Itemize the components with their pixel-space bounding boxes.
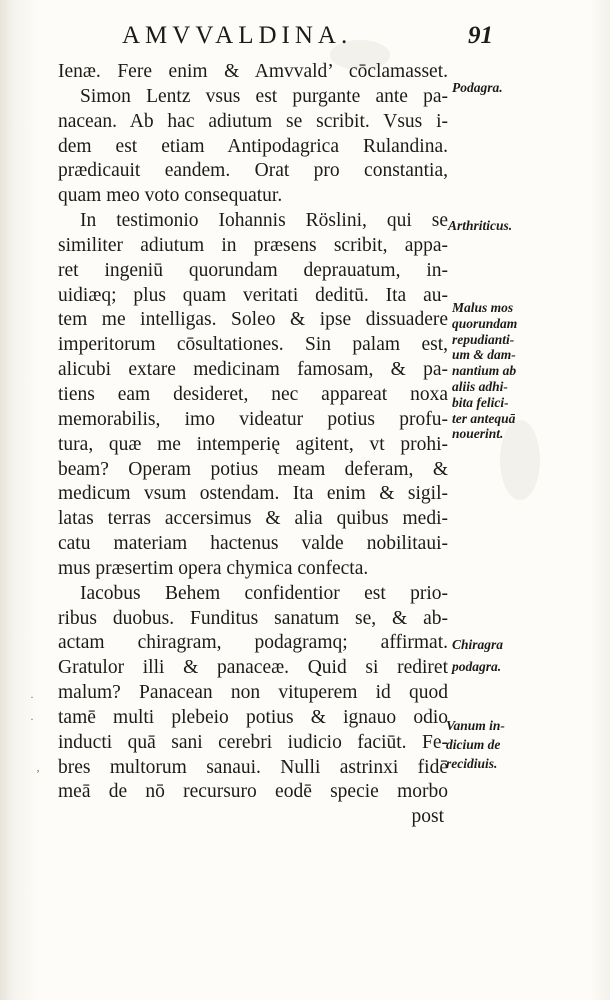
margin-note-malus-mos: [452, 300, 610, 442]
text-line: ribus duobus. Funditus sanatum se, & ab-: [58, 607, 448, 629]
margin-note-line: recidiuis.: [446, 756, 498, 771]
text-line: Gratulor illi & panaceæ. Quid si rediret: [58, 657, 448, 679]
text-line: tiens eam desideret, nec appareat noxa: [58, 383, 448, 405]
catchword: post: [411, 806, 444, 828]
text-line: prædicauit eandem. Orat pro constantia,: [58, 160, 448, 182]
text-line: memorabilis, imo videatur potius profu-: [58, 408, 448, 430]
margin-note-line: repudianti-: [452, 331, 515, 347]
text-line: medicum vsum ostendam. Ita enim & sigil-: [58, 483, 448, 505]
text-line: In testimonio Iohannis Röslini, qui se: [80, 210, 448, 232]
text-line: catu materiam hactenus valde nobilitaui-: [58, 533, 448, 555]
margin-note-line: nantium ab: [452, 363, 517, 379]
text-line: mus præsertim opera chymica confecta.: [58, 557, 369, 579]
text-line: bres multorum sanaui. Nulli astrinxi fidē: [58, 756, 448, 778]
margin-note-line: dicium de: [446, 737, 501, 752]
edge-mark: ·: [30, 712, 34, 726]
text-line: actam chiragram, podagramq; affirmat.: [58, 632, 448, 654]
text-line: Ienæ. Fere enim & Amvvald’ cōclamasset.: [58, 61, 448, 82]
margin-note-line: Podagra.: [452, 80, 503, 95]
margin-note-line: um & dam-: [452, 347, 516, 363]
margin-note-line: Arthriticus.: [448, 218, 513, 233]
margin-note-line: podagra.: [452, 659, 502, 674]
text-line: tem me intelligas. Soleo & ipse dissuadere: [58, 309, 448, 331]
text-line: meā de nō recursuro eodē specie morbo: [58, 781, 448, 803]
running-head-title: AMVVALDINA.: [122, 22, 353, 49]
margin-note-line: Vanum in-: [446, 718, 505, 733]
margin-note-chiragra: [452, 634, 610, 678]
text-line: inducti quā sani cerebri iudicio faciūt. Fe-: [58, 731, 448, 753]
text-line: ret ingeniū quorundam deprauatum, in-: [58, 259, 448, 281]
text-line: Iacobus Behem confidentior est prio-: [80, 582, 448, 604]
margin-note-line: bita felici-: [452, 394, 509, 410]
edge-mark: ·: [30, 690, 34, 704]
text-line: uidiæq; plus quam veritati deditū. Ita au-: [58, 284, 448, 306]
text-line: dem est etiam Antipodagrica Rulandina.: [58, 135, 448, 157]
margin-note-line: Chiragra: [452, 637, 504, 652]
text-line: tura, quæ me intemperię agitent, vt prohi-: [58, 433, 448, 455]
margin-note-line: quorundam: [452, 315, 518, 331]
text-line: latas terras accersimus & alia quibus medi-: [58, 508, 448, 530]
text-line: similiter adiutum in præsens scribit, appa-: [58, 234, 448, 256]
margin-note-line: Malus mos: [452, 300, 514, 315]
text-line: alicubi extare medicinam famosam, & pa-: [58, 359, 448, 381]
text-line: malum? Panacean non vituperem id quod: [58, 682, 448, 704]
margin-note-line: nouerint.: [452, 426, 504, 442]
text-line: tamē multi plebeio potius & ignauo odio: [58, 706, 448, 728]
text-line: beam? Operam potius meam deferam, &: [58, 458, 448, 480]
text-line: imperitorum cōsultationes. Sin palam est,: [58, 334, 448, 356]
edge-mark: ‚: [36, 760, 40, 774]
margin-note-line: aliis adhi-: [452, 378, 508, 394]
page-number: 91: [468, 22, 493, 49]
margin-note-vanum: [446, 716, 606, 773]
text-line: Simon Lentz vsus est purgante ante pa-: [80, 85, 448, 107]
margin-note-podagra: [452, 80, 610, 96]
text-line: nacean. Ab hac adiutum se scribit. Vsus i-: [58, 110, 448, 132]
margin-note-line: ter antequā: [452, 410, 516, 426]
text-line: quam meo voto consequatur.: [58, 185, 283, 207]
margin-note-arthriticus: [448, 218, 608, 234]
